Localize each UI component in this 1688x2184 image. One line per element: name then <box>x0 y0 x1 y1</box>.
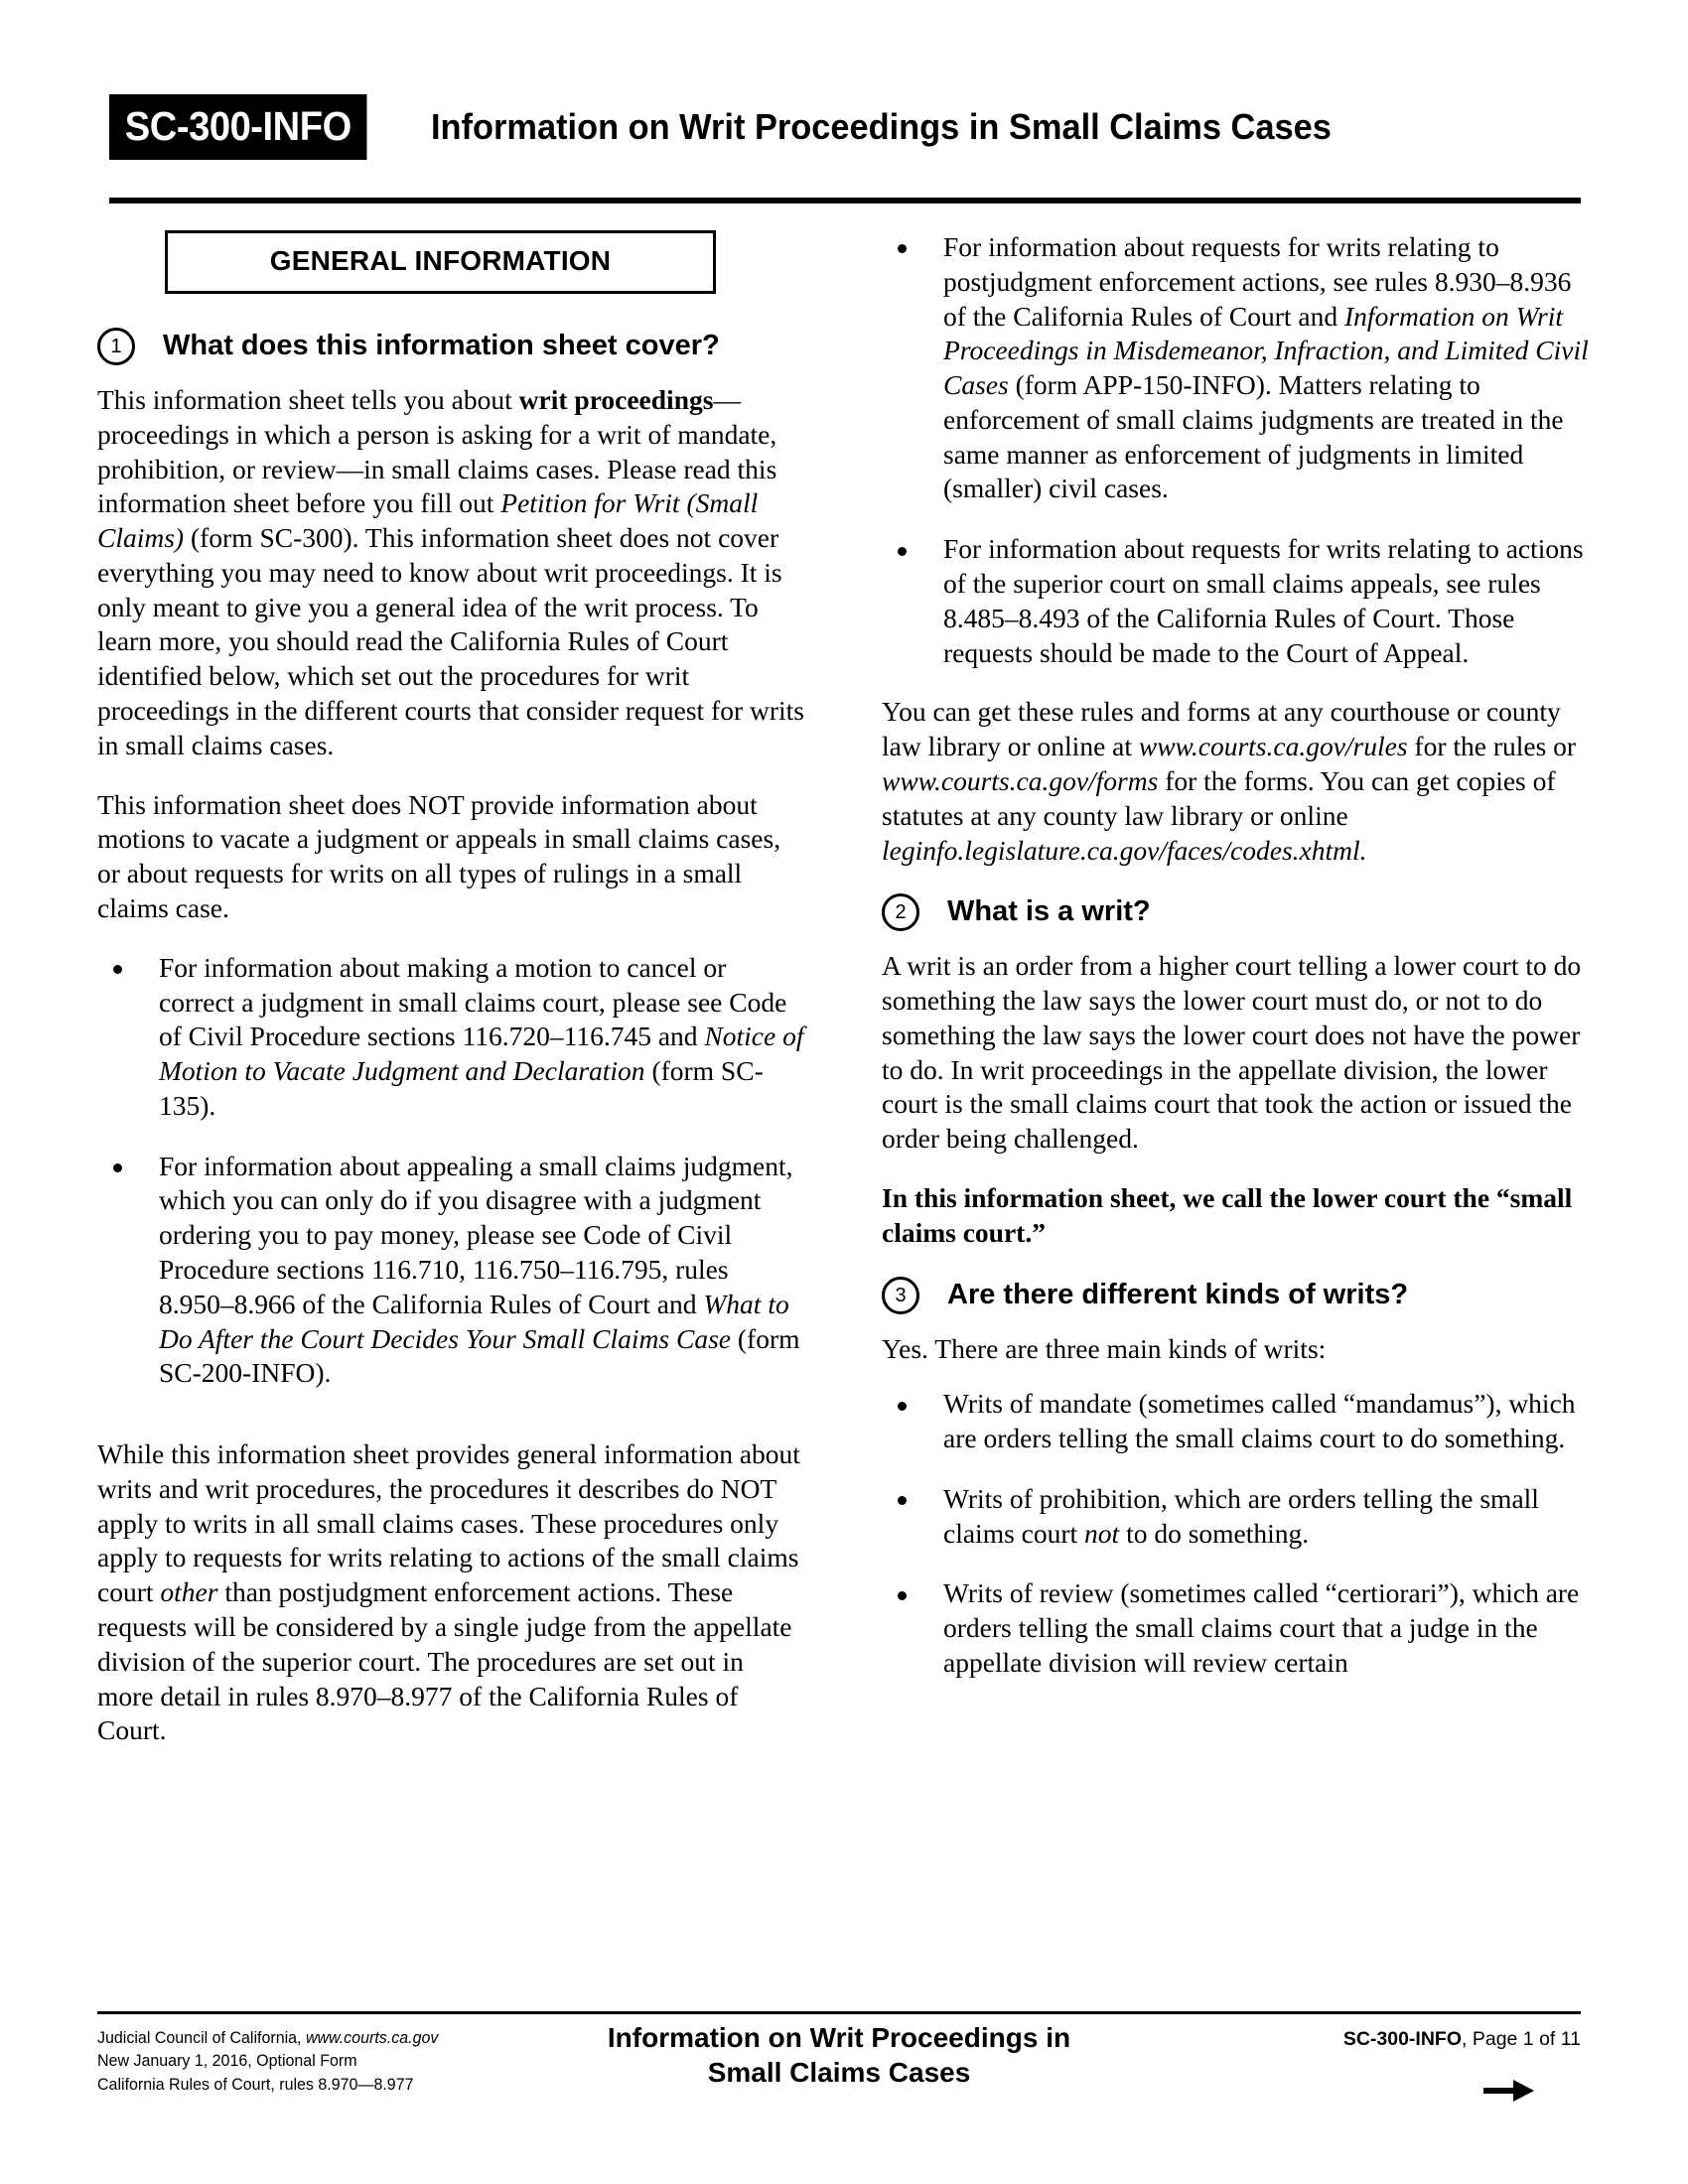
bullet-dot-icon <box>898 1591 907 1600</box>
q1-b1-part-a: For information about making a motion to cancel or correct a judgment in small claims court, please see Code of Civil Procedure sections 116.720–116.745 and <box>159 951 787 1052</box>
q1-p1-part-e: (form SC-300). This information sheet does not cover everything you may need to know about writ proceedings. It is only meant to give you a general idea of the writ process. To learn more, you should read the California Rules of Court identified below, which set out the procedures for writ proceedings in the different courts that consider request for writs in small claims cases. <box>97 522 804 760</box>
q2-p2-bold: In this information sheet, we call the lower court the “small claims court.” <box>882 1181 1573 1248</box>
rules-url-leginfo: leginfo.legislature.ca.gov/faces/codes.xhtml. <box>882 834 1367 866</box>
footer-title-line-2: Small Claims Cases <box>707 2056 971 2088</box>
q1-b1-italic-form: Notice of Motion to Vacate Judgment and Declaration <box>159 1021 804 1087</box>
list-item <box>882 1482 1589 1552</box>
bullet-dot-icon <box>113 965 122 974</box>
question-1-text: What does this information sheet cover? <box>163 330 720 362</box>
rc-b1-italic-form: Information on Writ Proceedings in Misdemeanor, Infraction, and Limited Civil Cases <box>943 300 1589 401</box>
general-information-label: GENERAL INFORMATION <box>269 245 612 276</box>
question-3-text: Are there different kinds of writs? <box>947 1278 1409 1310</box>
q2-paragraph-2 <box>882 1181 1589 1251</box>
rules-part-e: for the forms. You can get copies of statutes at any county law library or online <box>882 764 1556 831</box>
footer-form-number: SC-300-INFO <box>1342 2028 1463 2050</box>
general-information-box <box>165 230 716 294</box>
footer-page-number <box>1253 2027 1581 2052</box>
q3-b2-part-a: Writs of prohibition, which are orders telling the small claims court <box>943 1482 1539 1549</box>
list-item <box>882 230 1589 506</box>
q1-p3-part-a: While this information sheet provides general information about writs and writ procedures, the procedures it describes do NOT apply to writs in all small claims cases. These procedures only apply to requests for writs relating to actions of the small claims court <box>97 1438 800 1608</box>
bullet-dot-icon <box>898 1402 907 1411</box>
q3-b1-text: Writs of mandate (sometimes called “mandamus”), which are orders telling the small claims court to do something. <box>943 1388 1576 1454</box>
q1-paragraph-2: This information sheet does NOT provide information about motions to vacate a judgment or appeals in small claims cases, or about requests for writs on all types of rulings in a small claims case. <box>97 788 781 923</box>
q1-p1-part-a: This information sheet tells you about <box>97 384 519 415</box>
rc-b1-part-c: (form APP-150-INFO). Matters relating to enforcement of small claims judgments are treated in the same manner as enforcement of judgments in limited (smaller) civil cases. <box>943 369 1564 504</box>
footer-council-text: Judicial Council of California, <box>97 2029 306 2047</box>
q3-bullet-list <box>882 1387 1589 1680</box>
next-page-indicator <box>1253 2078 1581 2111</box>
rules-url-rules: www.courts.ca.gov/rules <box>1138 731 1408 762</box>
footer-page-info <box>1253 2027 1581 2112</box>
page-title: Information on Writ Proceedings in Small Claims Cases <box>431 106 1332 147</box>
footer-divider <box>97 2011 1581 2014</box>
q1-b2-part-c: (form SC-200-INFO). <box>159 1322 800 1389</box>
list-item <box>882 532 1589 670</box>
question-number-circle-2: 2 <box>882 893 919 931</box>
bullet-dot-icon <box>898 1496 907 1505</box>
question-2-heading <box>882 893 1589 931</box>
q3-b2-part-c: to do something. <box>1119 1517 1310 1549</box>
q1-paragraph-3 <box>97 1437 804 1748</box>
bullet-dot-icon <box>898 244 907 253</box>
bullet-dot-icon <box>113 1163 122 1172</box>
q1-p1-bold: writ proceedings <box>518 384 714 415</box>
list-item <box>97 1150 804 1391</box>
q1-p1-italic-form: Petition for Writ (Small Claims) <box>97 487 759 554</box>
q1-b2-italic-form: What to Do After the Court Decides Your Small Claims Case <box>159 1288 789 1354</box>
q2-paragraph-1: A writ is an order from a higher court telling a lower court to do something the law says the lower court must do, or not to do something the law says the lower court does not have the power to do. In writ proceedings in the appellate division, the lower court is the small claims court that took the action or issued the order being challenged. <box>882 950 1582 1155</box>
header-divider <box>109 198 1581 204</box>
q3-b3-text: Writs of review (sometimes called “certiorari”), which are orders telling the small claims court that a judge in the appellate division will review certain <box>943 1577 1580 1678</box>
footer-page-count: , Page 1 of 11 <box>1462 2028 1581 2050</box>
question-number-circle-3: 3 <box>882 1277 919 1314</box>
right-arrow-icon <box>1483 2078 1535 2104</box>
footer-title-line-1: Information on Writ Proceedings in <box>607 2022 1071 2053</box>
left-column <box>97 230 804 1773</box>
q1-bullet-list <box>97 951 804 1391</box>
list-item <box>882 1576 1589 1680</box>
q3-intro: Yes. There are three main kinds of writs: <box>882 1332 1327 1364</box>
writ-scope-bullet-list <box>882 230 1589 670</box>
footer-rules-line: California Rules of Court, rules 8.970—8.977 <box>97 2075 414 2094</box>
rc-b1-part-a: For information about requests for writs relating to postjudgment enforcement actions, see rules 8.930–8.936 of the California Rules of Court and <box>943 231 1572 332</box>
list-item <box>882 1387 1589 1456</box>
bullet-dot-icon <box>898 547 907 556</box>
question-2-text: What is a writ? <box>947 895 1151 928</box>
rules-part-a: You can get these rules and forms at any courthouse or county law library or online at <box>882 696 1561 762</box>
rules-url-forms: www.courts.ca.gov/forms <box>882 764 1159 796</box>
footer-revision-line: New January 1, 2016, Optional Form <box>97 2052 357 2071</box>
question-3-heading <box>882 1277 1589 1314</box>
rules-and-forms-paragraph <box>882 695 1589 868</box>
rc-b2-text: For information about requests for writs relating to actions of the superior court on small claims appeals, see rules 8.485–8.493 of the California Rules of Court. Those requests should be made to the Court of Appeal. <box>943 533 1584 668</box>
page-header <box>109 94 1579 166</box>
q1-paragraph-1 <box>97 383 804 763</box>
question-number-circle-1: 1 <box>97 328 135 365</box>
paragraph-spacer <box>97 1416 804 1437</box>
q1-b1-part-c: (form SC-135). <box>159 1055 764 1121</box>
q1-p3-part-c: than postjudgment enforcement actions. These requests will be considered by a single judge from the appellate division of the superior court. The procedures are set out in more detail in rules 8.970–8.977 of the California Rules of Court. <box>97 1576 792 1746</box>
footer-council-url: www.courts.ca.gov <box>305 2029 439 2047</box>
q3-b2-italic: not <box>1084 1517 1120 1549</box>
question-1-heading <box>97 328 804 365</box>
q1-b2-part-a: For information about appealing a small claims judgment, which you can only do if you disagree with a judgment ordering you to pay money, please see Code of Civil Procedure sections 116.710, 116.750–116.795, rules 8.950–8.966 of the California Rules of Court and <box>159 1150 793 1319</box>
q1-p1-part-c: —proceedings in which a person is asking for a writ of mandate, prohibition, or review—in small claims cases. Please read this information sheet before you fill out <box>97 384 777 519</box>
q1-p3-italic: other <box>160 1576 218 1608</box>
page-footer <box>97 2021 1581 2150</box>
form-number-badge: SC-300-INFO <box>109 94 367 160</box>
rules-part-c: for the rules or <box>1407 731 1577 762</box>
right-column <box>882 230 1589 1706</box>
list-item <box>97 951 804 1124</box>
